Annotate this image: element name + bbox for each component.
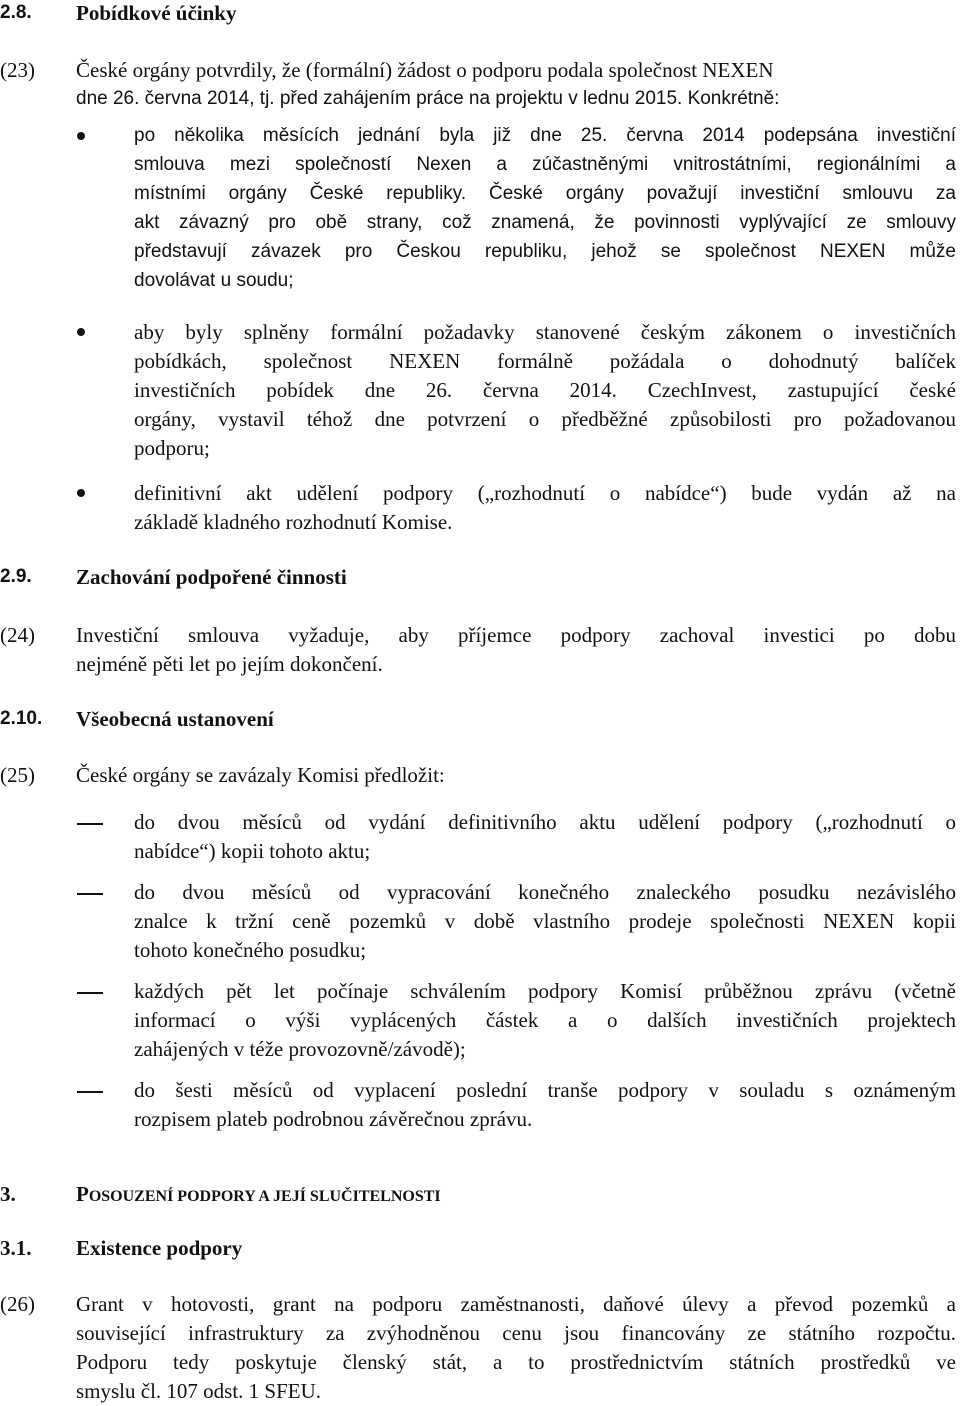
dash-1-line: do dvou měsíců od vydání definitivního aktu udělení podpory („rozhodnutí o (134, 810, 956, 834)
section-title-2-8: Pobídkové účinky (76, 1, 237, 25)
bullet-3-line: definitivní akt udělení podpory („rozhodnutí o nabídce“) bude vydán až na (134, 481, 956, 505)
section-number-2-9: 2.9. (0, 566, 32, 587)
dash-3-line: každých pět let počínaje schválením podpory Komisí průběžnou zprávu (včetně (134, 979, 956, 1003)
dash-icon (77, 1091, 103, 1093)
dash-4-line: rozpisem plateb podrobnou závěrečnou zprávu. (134, 1107, 533, 1131)
bullet-2-line: pobídkách, společnost NEXEN formálně požádala o dohodnutý balíček (134, 349, 956, 373)
bullet-1-line: smlouva mezi společností Nexen a zúčastněnými vnitrostátními, regionálními a (134, 154, 956, 175)
dash-icon (77, 893, 103, 895)
bullet-icon (77, 489, 85, 497)
section-number-2-10: 2.10. (0, 708, 43, 729)
dash-2-line: tohoto konečného posudku; (134, 938, 367, 962)
dash-icon (77, 992, 103, 994)
section-title-3-rest: OSOUZENÍ PODPORY A JEJÍ SLUČITELNOSTI (88, 1188, 441, 1205)
bullet-2-line: orgány, vystavil téhož dne potvrzení o předběžné způsobilosti pro požadovanou (134, 407, 956, 431)
bullet-1-line: akt závazný pro obě strany, což znamená, že povinnosti vyplývající ze smlouvy (134, 212, 956, 233)
bullet-1-line: po několika měsících jednání byla již dne 25. června 2014 podepsána investiční (134, 125, 956, 146)
bullet-3-line: základě kladného rozhodnutí Komise. (134, 510, 453, 534)
section-title-3-initial: P (76, 1182, 89, 1206)
paragraph-26-line: smyslu čl. 107 odst. 1 SFEU. (76, 1379, 322, 1403)
bullet-1-line: místními orgány České republiky. České orgány považují investiční smlouvu za (134, 183, 956, 204)
dash-1-line: nabídce“) kopii tohoto aktu; (134, 839, 371, 863)
paragraph-24-line: nejméně pěti let po jejím dokončení. (76, 652, 383, 676)
paragraph-26-line: Podporu tedy poskytuje členský stát, a to prostřednictvím státních prostředků ve (76, 1350, 956, 1374)
bullet-2-line: aby byly splněny formální požadavky stanovené českým zákonem o investičních (134, 320, 956, 344)
paragraph-25-intro: České orgány se zavázaly Komisi předložit: (76, 763, 445, 787)
paragraph-number-23: (23) (0, 58, 35, 82)
dash-3-line: informací o výši vyplácených částek a o dalších investičních projektech (134, 1008, 956, 1032)
paragraph-number-24: (24) (0, 623, 35, 647)
paragraph-26-line: související infrastruktury za zvýhodněnou cenu jsou financovány ze státního rozpočtu. (76, 1321, 956, 1345)
bullet-icon (77, 328, 85, 336)
section-title-3 (76, 1180, 441, 1208)
dash-3-line: zahájených v téže provozovně/závodě); (134, 1037, 466, 1061)
section-title-2-10: Všeobecná ustanovení (76, 707, 274, 731)
section-number-3: 3. (0, 1182, 16, 1206)
paragraph-23-line: dne 26. června 2014, tj. před zahájením práce na projektu v lednu 2015. Konkrétně: (76, 88, 780, 109)
paragraph-26-line: Grant v hotovosti, grant na podporu zaměstnanosti, daňové úlevy a převod pozemků a (76, 1292, 956, 1316)
paragraph-24-line: Investiční smlouva vyžaduje, aby příjemce podpory zachoval investici po dobu (76, 623, 956, 647)
bullet-2-line: investičních pobídek dne 26. června 2014. CzechInvest, zastupující české (134, 378, 956, 402)
paragraph-23-line: České orgány potvrdily, že (formální) žádost o podporu podala společnost NEXEN (76, 58, 774, 82)
dash-2-line: do dvou měsíců od vypracování konečného znaleckého posudku nezávislého (134, 880, 956, 904)
bullet-1-line: dovolávat u soudu; (134, 270, 294, 291)
dash-2-line: znalce k tržní ceně pozemků v době vlastního prodeje společnosti NEXEN kopii (134, 909, 956, 933)
section-number-3-1: 3.1. (0, 1236, 32, 1260)
paragraph-number-26: (26) (0, 1292, 35, 1316)
section-title-3-1: Existence podpory (76, 1236, 243, 1260)
paragraph-number-25: (25) (0, 763, 35, 787)
dash-icon (77, 823, 103, 825)
bullet-2-line: podporu; (134, 436, 210, 460)
bullet-1-line: představují závazek pro Českou republiku, jehož se společnost NEXEN může (134, 241, 956, 262)
section-title-2-9: Zachování podpořené činnosti (76, 565, 347, 589)
bullet-icon (77, 132, 85, 140)
section-number-2-8: 2.8. (0, 2, 32, 23)
dash-4-line: do šesti měsíců od vyplacení poslední tranše podpory v souladu s oznámeným (134, 1078, 956, 1102)
